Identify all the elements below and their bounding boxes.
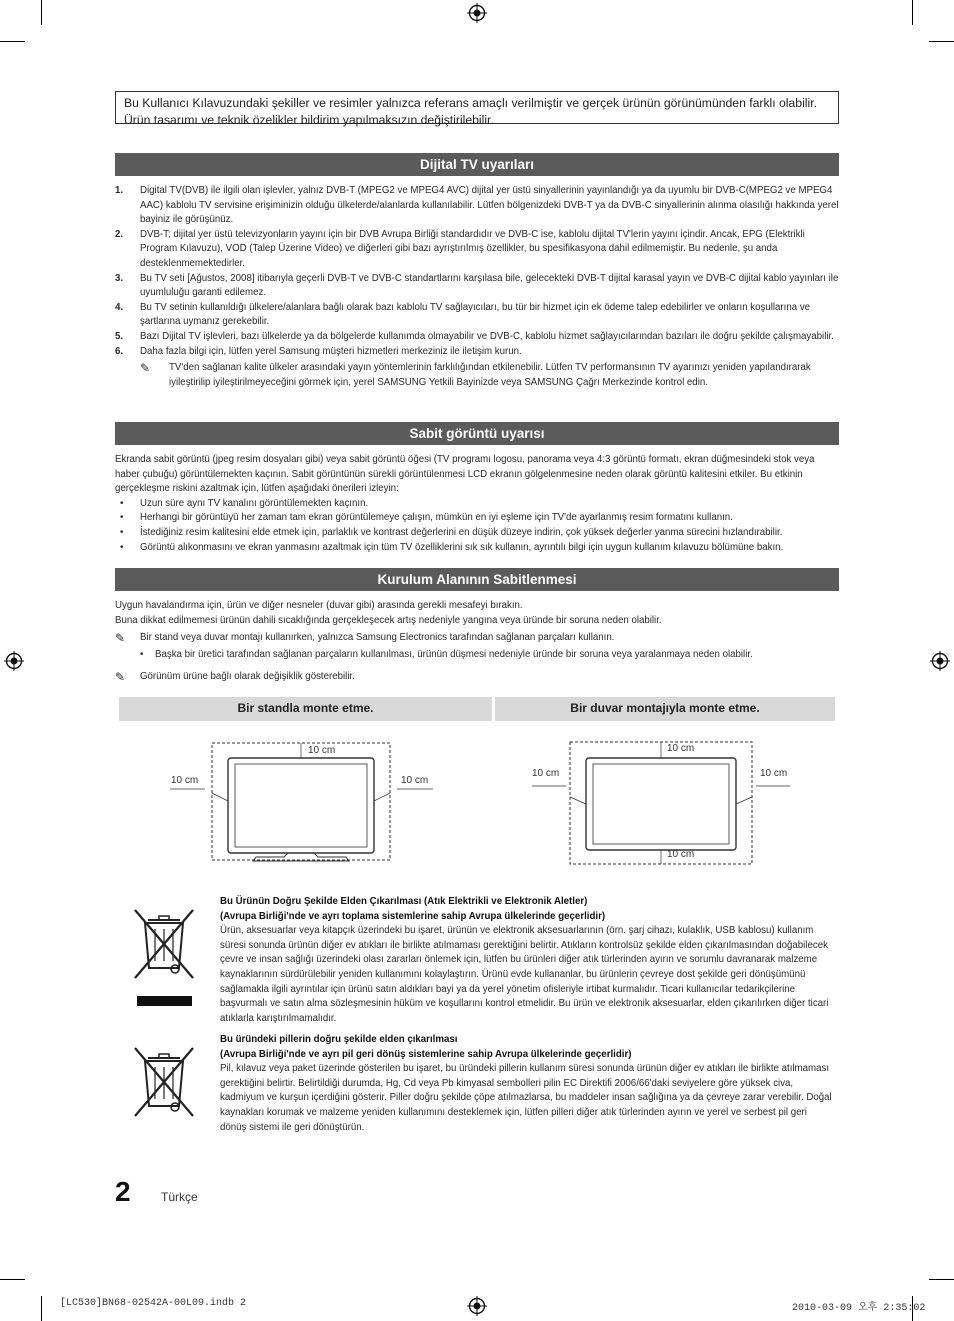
installation-text xyxy=(115,599,839,685)
crossed-wheelie-bin-icon xyxy=(131,1044,197,1120)
installation-note: ✎ Bir stand veya duvar montajı kullanırken, yalnızca Samsung Electronics tarafından sağlanan parçaları kullanın. xyxy=(115,631,615,646)
list-item: • Herhangi bir görüntüyü her zaman tam ekran görüntülemeye çalışın, mümkün en iyi eşleme için TV'de ayarlanmış resim formatını kullanın. xyxy=(115,511,839,526)
disclaimer-box: Bu Kullanıcı Kılavuzundaki şekiller ve resimler yalnızca referans amaçlı verilmiştir ve gerçek ürünün görünümünden farklı olabilir. Ürün tasarımı ve teknik özelikler bildirim yapılmaksızın değiştirilebilir. xyxy=(115,91,839,124)
registration-mark-icon xyxy=(4,651,24,671)
stand-mount-header: Bir standla monte etme. xyxy=(119,697,492,721)
installation-subbullet: • Başka bir üretici tarafından sağlanan parçaların kullanılması, ürünün düşmesi nedeniyle üründe bir soruna veya yaralanmaya neden olabilir. xyxy=(140,648,753,660)
weee-section xyxy=(220,895,835,1026)
installation-line: Buna dikkat edilmemesi ürünün dahili sıcaklığında gerçekleşecek artış nedeniyle yangına veya üründe bir soruna neden olabilir. xyxy=(115,614,662,626)
pencil-note-icon: ✎ xyxy=(140,361,151,376)
list-item: • Görüntü alıkonmasını ve ekran yanmasını azaltmak için tüm TV özelliklerini sık sık kullanın, ayrıntılı bilgi için uygun kullanım kılavuzu bölümüne bakın. xyxy=(115,541,839,556)
list-item: 6. Daha fazla bilgi için, lütfen yerel Samsung müşteri hizmetleri merkeziniz ile iletişim kurun. xyxy=(115,345,522,357)
registration-mark-icon xyxy=(930,651,950,671)
pencil-note-icon: ✎ xyxy=(115,631,126,646)
pencil-note-icon: ✎ xyxy=(115,670,126,685)
stand-mount-diagram xyxy=(165,738,435,868)
list-item: • Uzun süre aynı TV kanalını görüntülemekten kaçının. xyxy=(115,497,839,512)
appearance-note: ✎ Görünüm ürüne bağlı olarak değişiklik gösterebilir. xyxy=(115,670,355,685)
list-item: 5. Bazı Dijital TV işlevleri, bazı ülkelerde ya da bölgelerde kullanımda olmayabilir ve DVB-C, kablolu hizmet sağlayıcılarından bazıları ile doğru şekilde çalışmayabilir. xyxy=(115,330,834,342)
registration-mark-icon xyxy=(467,1296,487,1316)
page-number: 2 xyxy=(115,1176,131,1207)
dimension-label-bottom: 10 cm xyxy=(667,849,695,860)
section-header-installation: Kurulum Alanının Sabitlenmesi xyxy=(115,568,839,591)
still-image-warning xyxy=(115,453,839,555)
section-header-still-image: Sabit görüntü uyarısı xyxy=(115,422,839,445)
digital-tv-note: ✎ TV'den sağlanan kalite ülkeler arasındaki yayın yöntemlerinin farklılığından etkilenebilir. Lütfen TV performansının TV ayarınızı yeniden yapılandırarak iyileştirilip iyileştirilmeyeceğini görmek için, yerel SAMSUNG Yetkili Bayinizde veya SAMSUNG Çağrı Merkezinde kontrol edin. xyxy=(140,361,811,388)
list-item: • İstediğiniz resim kalitesini elde etmek için, parlaklık ve kontrast değerlerini en düşük düzeye indirin, çok yüksek değerler yanma sürecini hızlandırabilir. xyxy=(115,526,839,541)
battery-body: Pil, kılavuz veya paket üzerinde gösterilen bu işaret, bu üründeki pillerin kullanım süresi sonunda ürünün diğer ev atıkları ile birlikte atılmaması gerektiğini belirtir. Belirtildiği durumda, Hg, Cd veya Pb kimyasal sembolleri pilin EC Direktifi 2006/66'daki seviyelere göre yüksek civa, kadmiyum ve kurşun içerdiğini gösterir. Piller doğru şekilde çöpe atılmazlarsa, bu maddeler insan sağlığına ya da çevreye zarar verebilir. Doğal kaynakları korumak ve malzeme yeniden kullanımını desteklemek için, lütfen pilleri diğer atık türlerinden ayırın ve yerel ve serbest pil geri dönüş sistemi ile geri dönüştürün. xyxy=(220,1063,832,1133)
section-header-digital-tv: Dijital TV uyarıları xyxy=(115,153,839,176)
weee-title: Bu Ürünün Doğru Şekilde Elden Çıkarılması (Atık Elektrikli ve Elektronik Aletler) xyxy=(220,896,588,907)
digital-tv-list xyxy=(115,184,839,390)
battery-title: Bu üründeki pillerin doğru şekilde elden çıkarılması xyxy=(220,1034,458,1045)
list-item: 2. DVB-T; dijital yer üstü televizyonların yayını için bir DVB Avrupa Birliği standardıdır ve DVB-C ise, kablolu dijital TV'lerin yayını içindir. Ancak, EPG (Elektrikli Program Kılavuzu), VOD (Talep Üzerine Video) ve diğerleri gibi bazı ayrıştırılmış özellikler, bu spesifikasyona dahil edilmemiştir. Bu nedenle, şu anda desteklenmemektedirler. xyxy=(115,228,805,269)
dimension-label-top: 10 cm xyxy=(308,745,336,756)
dimension-label-top: 10 cm xyxy=(667,743,695,754)
dimension-label-left: 10 cm xyxy=(171,775,199,786)
installation-line: Uygun havalandırma için, ürün ve diğer nesneler (duvar gibi) arasında gerekli mesafeyi bırakın. xyxy=(115,600,523,611)
list-item: 4. Bu TV setinin kullanıldığı ülkelere/alanlara bağlı olarak bazı kablolu TV sağlayıcıları, bu tür bir hizmet için ek ödeme talep edebilirler ve onların koşullarına ve şartlarına uymanız gerekebilir. xyxy=(115,301,811,328)
list-item: 1. Digital TV(DVB) ile ilgili olan işlevler, yalnız DVB-T (MPEG2 ve MPEG4 AVC) dijital yer üstü sinyallerinin yayınlandığı ya da uyumlu bir DVB-C(MPEG2 ve MPEG4 AAC) kablolu TV servisine erişiminizin olduğu ülkelerde/alanlarda kullanılabilir. Lütfen bölgenizdeki DVB-T ya da DVB-C sinyallerinin alınma olasılığı hakkında yerel bayiniz ile görüşünüz. xyxy=(115,185,839,226)
registration-mark-icon xyxy=(467,3,487,23)
footer-date: 2010-03-09 오후 2:35:02 xyxy=(792,1303,926,1314)
list-item: 3. Bu TV seti [Ağustos, 2008] itibarıyla geçerli DVB-T ve DVB-C standartlarını karşılasa bile, gelecekteki DVB-T dijital karasal yayın ve DVB-C dijital kablo yayınları ile uyumluluğu garanti edilemez. xyxy=(115,272,839,299)
dimension-label-right: 10 cm xyxy=(401,775,429,786)
footer-file: [LC530]BN68-02542A-00L09.indb 2 xyxy=(60,1298,247,1309)
wall-mount-header: Bir duvar montajıyla monte etme. xyxy=(495,697,835,721)
weee-subtitle: (Avrupa Birliği'nde ve ayrı toplama sistemlerine sahip Avrupa ülkelerinde geçerlidir) xyxy=(220,910,606,922)
battery-subtitle: (Avrupa Birliği'nde ve ayrı pil geri dönüş sistemlerine sahip Avrupa ülkelerinde geçerlidir) xyxy=(220,1048,632,1060)
dimension-label-right: 10 cm xyxy=(760,768,788,779)
weee-body: Ürün, aksesuarlar veya kitapçık üzerindeki bu işaret, ürünün ve elektronik aksesuarlarının (örn. şarj cihazı, kulaklık, USB kablosu) kullanım süresi sonunda ürünün diğer ev atıkları ile birlikte atılmaması gerektiğini belirtir. Atıkların kontrolsüz şekilde elden çıkarılmasından doğabilecek çevre ve insan sağlığı üzerindeki olası zararları önlemek için, lütfen bu ürünleri diğer atık türlerinden ayırın ve sorumlu davranarak malzeme kaynaklarının sürdürülebilir yeniden kullanımını kolaylaştırın. Ürünü evde kullananlar, bu ürünlerin çevreye dost şekilde geri dönüşümünü sağlamakla ilgili ayrıntılar için ürünü satın aldıkları bayi ya da yerel yönetim ofisleriyle irtibat kurmalıdır. Ticari kullanıcılar tedarikçilerine başvurmalı ve satın alma sözleşmesinin hüküm ve koşullarını kontrol etmelidir. Bu ürün ve elektronik aksesuarlar, elden çıkarılırken diğer ticari atıklarla karıştırılmamalıdır. xyxy=(220,925,829,1024)
battery-section xyxy=(220,1033,835,1135)
page-language: Türkçe xyxy=(161,1190,198,1204)
dimension-label-left: 10 cm xyxy=(532,768,560,779)
wall-mount-diagram xyxy=(528,738,798,868)
crossed-wheelie-bin-icon xyxy=(131,906,197,1010)
still-image-intro: Ekranda sabit görüntü (jpeg resim dosyaları gibi) veya sabit görüntü öğesi (TV programı logosu, panorama veya 4:3 görüntü formatı, ekran düğmesindeki stok veya haber çubuğu) görüntülemekten kaçının. Sabit görüntünün sürekli görüntülenmesi LCD ekranın gölgelenmesine neden olarak görüntü kalitesini etkiler. Bu etkinin gerçekleşme riskini azaltmak için, lütfen aşağıdaki önerileri izleyin: xyxy=(115,454,815,495)
